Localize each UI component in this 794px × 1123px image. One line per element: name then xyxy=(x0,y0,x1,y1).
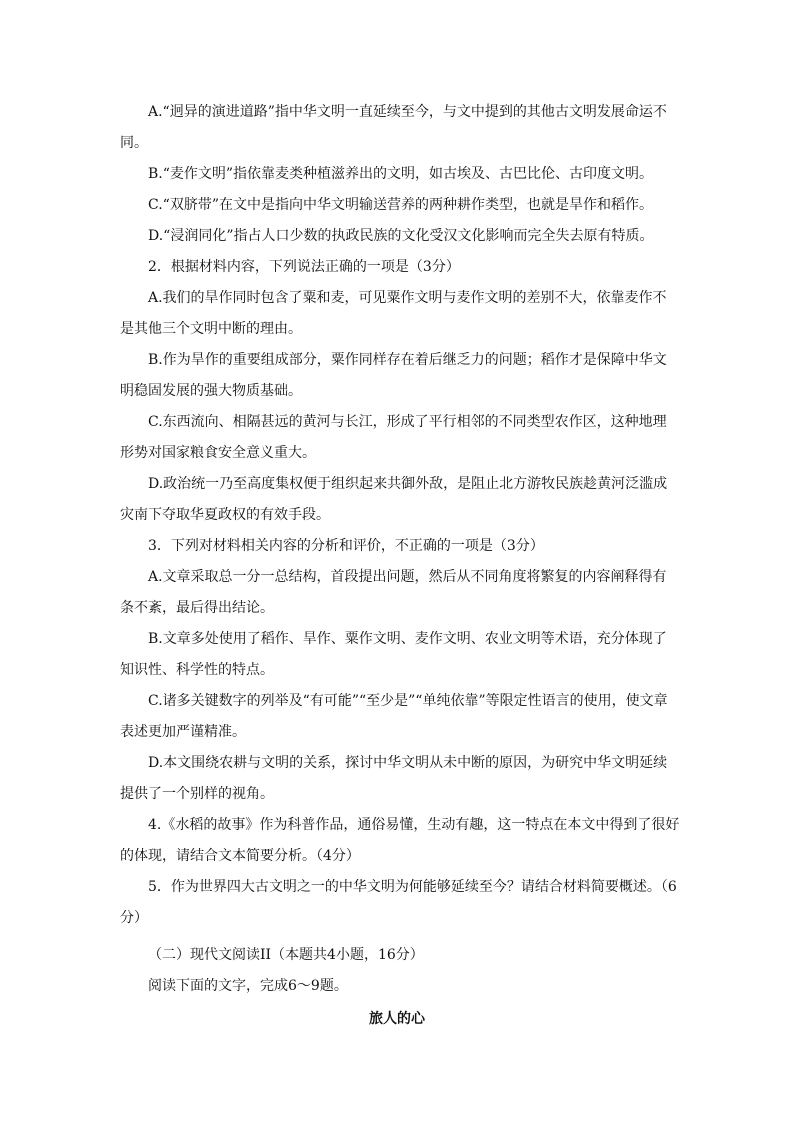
option-b-q1: B.“麦作文明”指依靠麦类种植滋养出的文明，如古埃及、古巴比伦、古印度文明。 xyxy=(148,166,654,182)
question-3: 3．下列对材料相关内容的分析和评价，不正确的一项是（3分） xyxy=(148,538,544,554)
question-4: 4.《水稻的故事》作为科普作品，通俗易懂，生动有趣，这一特点在本文中得到了很好的体现，请结合文本简要分析。（4分） xyxy=(120,817,680,864)
option-b-q3: B.文章多处使用了稻作、旱作、粟作文明、麦作文明、农业文明等术语，充分体现了知识性、科学性的特点。 xyxy=(120,631,667,678)
option-a-q1: A.“迥异的演进道路”指中华文明一直延续至今，与文中提到的其他古文明发展命运不同。 xyxy=(120,104,667,151)
option-c-q3: C.诸多关键数字的列举及“有可能”“至少是”“单纯依靠”等限定性语言的使用，使文章表述更加严谨精准。 xyxy=(120,693,668,740)
article-title: 旅人的心 xyxy=(369,1011,425,1027)
option-d-q3: D.本文围绕农耕与文明的关系，探讨中华文明从未中断的原因，为研究中华文明延续提供了一个别样的视角。 xyxy=(120,755,668,802)
option-c-q1: C.“双脐带”在文中是指向中华文明输送营养的两种耕作类型，也就是旱作和稻作。 xyxy=(148,197,653,213)
option-a-q2: A.我们的旱作同时包含了粟和麦，可见粟作文明与麦作文明的差别不大，依靠麦作不是其他三个文明中断的理由。 xyxy=(120,290,667,337)
option-d-q2: D.政治统一乃至高度集权便于组织起来共御外敌，是阻止北方游牧民族趁黄河泛滥成灾南下夺取华夏政权的有效手段。 xyxy=(120,476,668,523)
reading-instruction: 阅读下面的文字，完成6～9题。 xyxy=(148,978,348,994)
question-2: 2．根据材料内容，下列说法正确的一项是（3分） xyxy=(148,259,460,275)
question-5: 5．作为世界四大古文明之一的中华文明为何能够延续至今？请结合材料简要概述。（6分） xyxy=(120,879,677,926)
section-heading: （二）现代文阅读II（本题共4小题，16分） xyxy=(148,947,424,963)
option-d-q1: D.“浸润同化”指占人口少数的执政民族的文化受汉文化影响而完全失去原有特质。 xyxy=(148,228,654,244)
option-c-q2: C.东西流向、相隔甚远的黄河与长江，形成了平行相邻的不同类型农作区，这种地理形势对国家粮食安全意义重大。 xyxy=(120,414,667,461)
option-a-q3: A.文章采取总一分一总结构，首段提出问题，然后从不同角度将繁复的内容阐释得有条不紊，最后得出结论。 xyxy=(120,569,667,616)
option-b-q2: B.作为旱作的重要组成部分，粟作同样存在着后继乏力的问题；稻作才是保障中华文明稳固发展的强大物质基础。 xyxy=(120,352,667,399)
